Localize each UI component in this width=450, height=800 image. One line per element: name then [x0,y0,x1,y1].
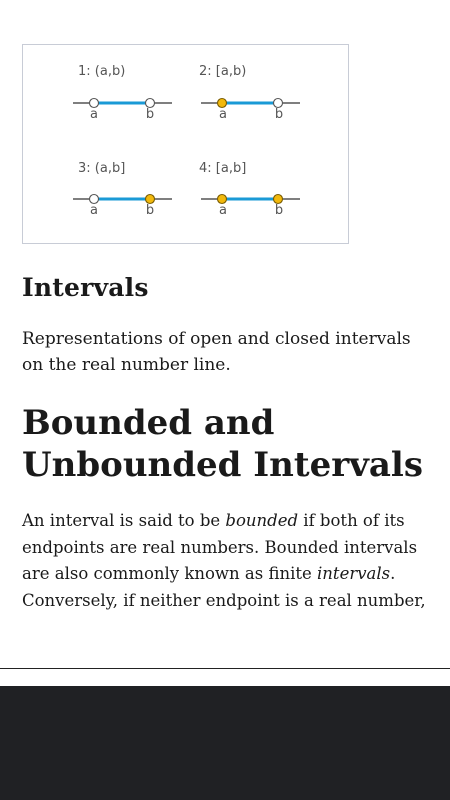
figure-caption: Representations of open and closed intervals on the real number line. [22,329,411,375]
panel-2-label: 2: [a,b) [199,64,247,79]
body-emphasis-bounded: bounded [225,511,299,530]
panel-4-a-label: a [219,203,227,218]
content-divider [0,668,450,669]
bottom-bar [0,686,450,800]
panel-1-b-label: b [145,107,155,122]
interval-diagram-svg [23,45,350,245]
body-text-2: if both of its endpoints are real numbers. Bounded intervals are also commonly known as finite [22,511,418,583]
panel-2-b-label: b [274,107,284,122]
panel-1-label: 1: (a,b) [78,64,126,79]
panel-3-b-label: b [145,203,155,218]
body-text-1: An interval is said to be [22,511,226,530]
interval-diagram [22,44,349,244]
panel-3-a-label: a [90,203,98,218]
section-title: Intervals [22,273,149,302]
panel-3-label: 3: (a,b] [78,161,126,176]
body-paragraph [22,508,432,614]
panel-4-label: 4: [a,b] [199,161,247,176]
panel-4-b-label: b [274,203,284,218]
body-text-3: . Conversely, if neither endpoint is a real number, [22,564,426,610]
panel-2-a-label: a [219,107,227,122]
body-emphasis-intervals: intervals [317,564,391,583]
page-heading: Bounded and Unbounded Intervals [22,403,423,485]
panel-1-a-label: a [90,107,98,122]
